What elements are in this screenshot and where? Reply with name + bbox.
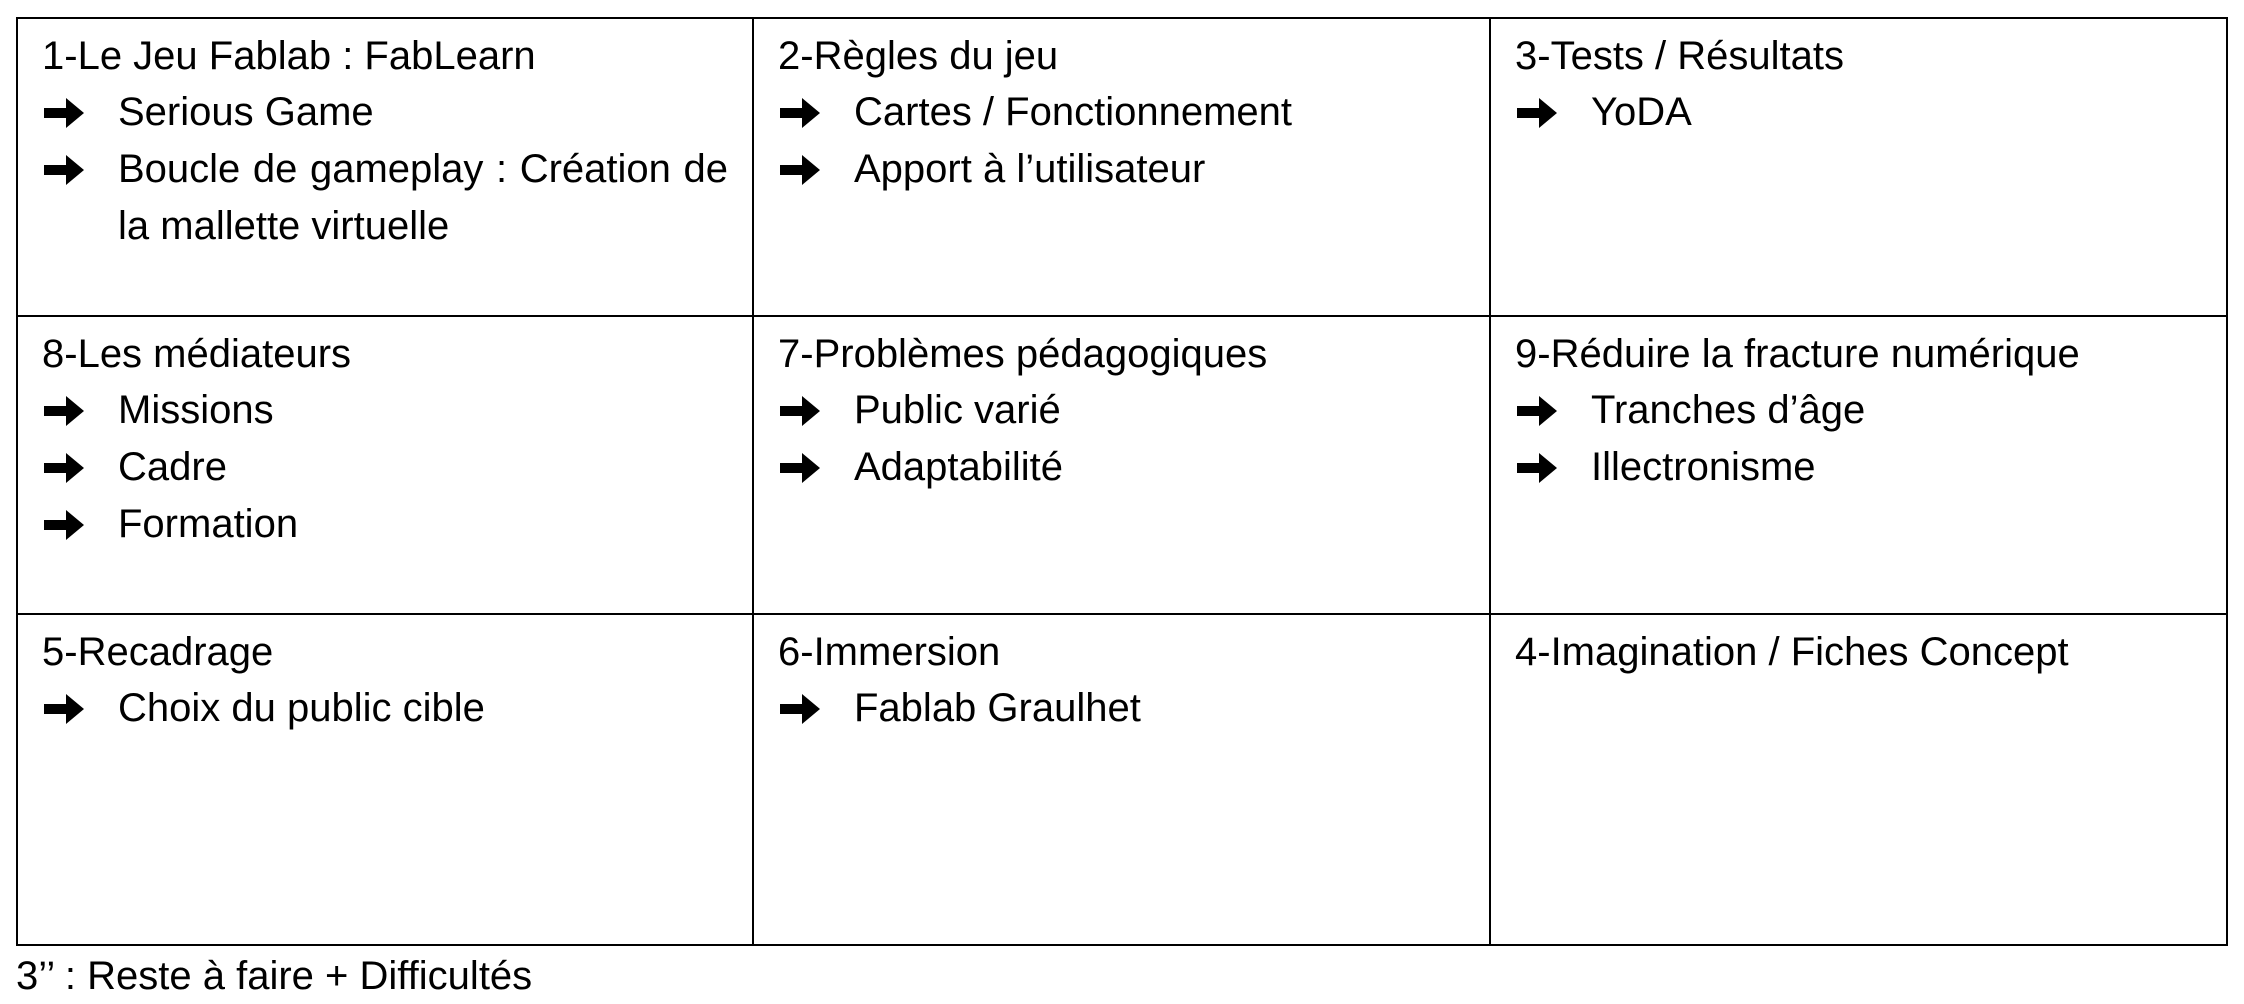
arrow-right-icon bbox=[42, 84, 118, 141]
bullet-item bbox=[42, 84, 728, 141]
cell-title: 3-Tests / Résultats bbox=[1515, 34, 1845, 78]
cell-7 bbox=[753, 316, 1490, 614]
cell-8 bbox=[17, 316, 753, 614]
bullet-text: Choix du public cible bbox=[118, 686, 485, 730]
bullet-item bbox=[778, 84, 1465, 141]
bullet-list bbox=[778, 382, 1465, 496]
bullet-item bbox=[42, 680, 728, 737]
bullet-list bbox=[778, 680, 1465, 737]
arrow-right-icon bbox=[1515, 439, 1591, 496]
bullet-item bbox=[42, 382, 728, 439]
bullet-list bbox=[42, 680, 728, 737]
arrow-right-icon bbox=[42, 141, 118, 198]
bullet-text: YoDA bbox=[1591, 90, 1692, 134]
bullet-list bbox=[1515, 382, 2202, 496]
bullet-text: Missions bbox=[118, 388, 274, 432]
cell-1 bbox=[17, 18, 753, 316]
table-row bbox=[17, 614, 2227, 945]
bullet-text: Boucle de gameplay : Création de la mallette virtuelle bbox=[118, 147, 728, 248]
cell-title: 1-Le Jeu Fablab : FabLearn bbox=[42, 34, 536, 78]
cell-title: 7-Problèmes pédagogiques bbox=[778, 332, 1268, 376]
arrow-right-icon bbox=[778, 141, 854, 198]
bullet-text: Apport à l’utilisateur bbox=[854, 147, 1206, 191]
table-row bbox=[17, 316, 2227, 614]
cell-title: 8-Les médiateurs bbox=[42, 332, 352, 376]
arrow-right-icon bbox=[42, 496, 118, 553]
bullet-text: Cadre bbox=[118, 445, 227, 489]
arrow-right-icon bbox=[42, 382, 118, 439]
cell-2 bbox=[753, 18, 1490, 316]
cell-title: 9-Réduire la fracture numérique bbox=[1515, 332, 2080, 376]
bullet-text: Cartes / Fonctionnement bbox=[854, 90, 1292, 134]
bullet-list bbox=[778, 84, 1465, 198]
arrow-right-icon bbox=[1515, 382, 1591, 439]
bullet-text: Illectronisme bbox=[1591, 445, 1816, 489]
bullet-item bbox=[778, 439, 1465, 496]
bullet-item bbox=[1515, 84, 2202, 141]
cell-title: 6-Immersion bbox=[778, 630, 1001, 674]
bullet-text: Formation bbox=[118, 502, 299, 546]
bullet-item bbox=[1515, 439, 2202, 496]
bullet-item bbox=[778, 382, 1465, 439]
arrow-right-icon bbox=[778, 680, 854, 737]
cell-5 bbox=[17, 614, 753, 945]
cell-6 bbox=[753, 614, 1490, 945]
bullet-text: Adaptabilité bbox=[854, 445, 1064, 489]
arrow-right-icon bbox=[42, 680, 118, 737]
arrow-right-icon bbox=[778, 84, 854, 141]
bullet-item bbox=[778, 680, 1465, 737]
cell-4 bbox=[1490, 614, 2227, 945]
bullet-text: Fablab Graulhet bbox=[854, 686, 1141, 730]
arrow-right-icon bbox=[1515, 84, 1591, 141]
cell-title: 5-Recadrage bbox=[42, 630, 274, 674]
bullet-item bbox=[778, 141, 1465, 198]
arrow-right-icon bbox=[42, 439, 118, 496]
bullet-text: Public varié bbox=[854, 388, 1061, 432]
bullet-list bbox=[42, 382, 728, 553]
cell-title: 4-Imagination / Fiches Concept bbox=[1515, 630, 2069, 674]
bullet-item bbox=[42, 141, 728, 255]
bullet-text: Serious Game bbox=[118, 90, 374, 134]
arrow-right-icon bbox=[778, 439, 854, 496]
arrow-right-icon bbox=[778, 382, 854, 439]
bullet-text: Tranches d’âge bbox=[1591, 388, 1866, 432]
table-row bbox=[17, 18, 2227, 316]
bullet-list bbox=[42, 84, 728, 255]
bullet-item bbox=[42, 439, 728, 496]
footer-note: 3’’ : Reste à faire + Difficultés bbox=[16, 954, 533, 998]
cell-3 bbox=[1490, 18, 2227, 316]
cell-title: 2-Règles du jeu bbox=[778, 34, 1059, 78]
cell-9 bbox=[1490, 316, 2227, 614]
outline-table bbox=[16, 17, 2228, 946]
bullet-item bbox=[1515, 382, 2202, 439]
bullet-item bbox=[42, 496, 728, 553]
bullet-list bbox=[1515, 84, 2202, 141]
